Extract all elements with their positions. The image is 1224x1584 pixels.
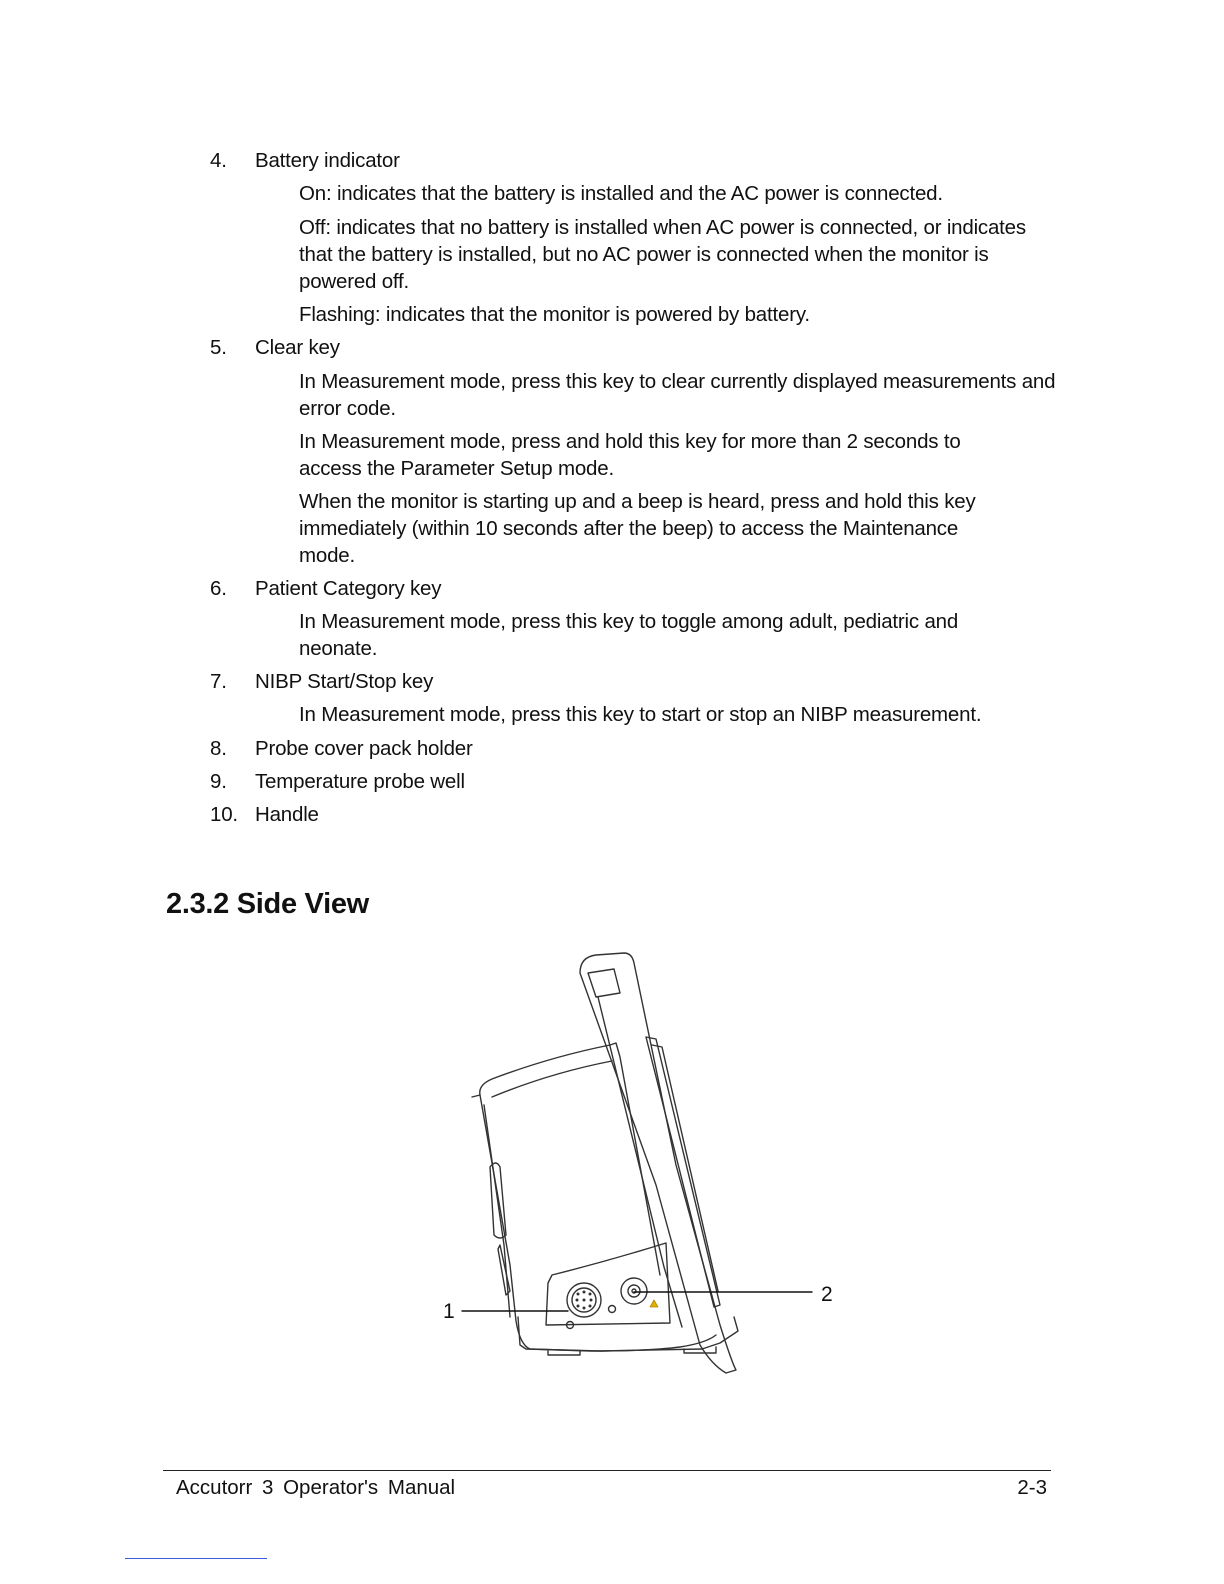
probe-connector-outer bbox=[621, 1278, 647, 1304]
item-number: 10. bbox=[210, 803, 238, 826]
handle-slot bbox=[588, 969, 620, 997]
footer-rule bbox=[163, 1470, 1051, 1471]
footer-page-number: 2-3 bbox=[1017, 1476, 1047, 1499]
item-number: 7. bbox=[210, 670, 227, 693]
footer-manual-title: Accutorr 3 Operator's Manual bbox=[176, 1476, 456, 1499]
item-label: Clear key bbox=[255, 336, 340, 359]
section-title: 2.3.2 Side View bbox=[166, 888, 369, 920]
item-description: When the monitor is starting up and a beep is heard, press and hold this key immediately (within 10 seconds after the beep) to access the Maintenance mode. bbox=[299, 490, 976, 567]
rear-wall-inner bbox=[484, 1105, 510, 1317]
item-description: In Measurement mode, press this key to clear currently displayed measurements and error code. bbox=[299, 370, 1056, 420]
warning-triangle bbox=[650, 1300, 658, 1307]
item-label: Battery indicator bbox=[255, 149, 400, 172]
base-foot-left bbox=[548, 1351, 580, 1355]
item-number: 4. bbox=[210, 149, 227, 172]
callout-1-label: 1 bbox=[443, 1300, 455, 1323]
item-label: NIBP Start/Stop key bbox=[255, 670, 434, 693]
item-label: Handle bbox=[255, 803, 319, 826]
item-number: 5. bbox=[210, 336, 227, 359]
side-view-figure bbox=[420, 945, 860, 1405]
item-label: Patient Category key bbox=[255, 577, 442, 600]
base-foot-right bbox=[684, 1347, 716, 1353]
nibp-connector-pins bbox=[576, 1291, 593, 1310]
item-number: 6. bbox=[210, 577, 227, 600]
item-label: Probe cover pack holder bbox=[255, 737, 473, 760]
item-description: Off: indicates that no battery is installed when AC power is connected, or indicates that the battery is installed, but no AC power is connected when the monitor is powered off. bbox=[299, 216, 1026, 293]
rear-housing-top bbox=[492, 1061, 612, 1097]
front-bezel-outline bbox=[580, 953, 736, 1373]
monitor-side-view-drawing bbox=[420, 945, 860, 1405]
probe-connector-inner bbox=[628, 1285, 640, 1297]
screw-right bbox=[609, 1306, 616, 1313]
item-description: Flashing: indicates that the monitor is powered by battery. bbox=[299, 303, 810, 326]
item-description: On: indicates that the battery is installed and the AC power is connected. bbox=[299, 182, 943, 205]
base-outline bbox=[518, 1317, 738, 1351]
rear-housing-outline bbox=[480, 1043, 660, 1275]
connector-panel bbox=[546, 1243, 670, 1325]
item-description: In Measurement mode, press and hold this key for more than 2 seconds to access the Parameter Setup mode. bbox=[299, 430, 961, 480]
item-number: 9. bbox=[210, 770, 227, 793]
item-number: 8. bbox=[210, 737, 227, 760]
bezel-inner-edge bbox=[598, 997, 682, 1327]
item-description: In Measurement mode, press this key to toggle among adult, pediatric and neonate. bbox=[299, 610, 959, 660]
link-underline-decoration bbox=[125, 1558, 267, 1559]
item-description: In Measurement mode, press this key to start or stop an NIBP measurement. bbox=[299, 703, 982, 726]
callout-2-label: 2 bbox=[821, 1283, 833, 1306]
item-label: Temperature probe well bbox=[255, 770, 465, 793]
